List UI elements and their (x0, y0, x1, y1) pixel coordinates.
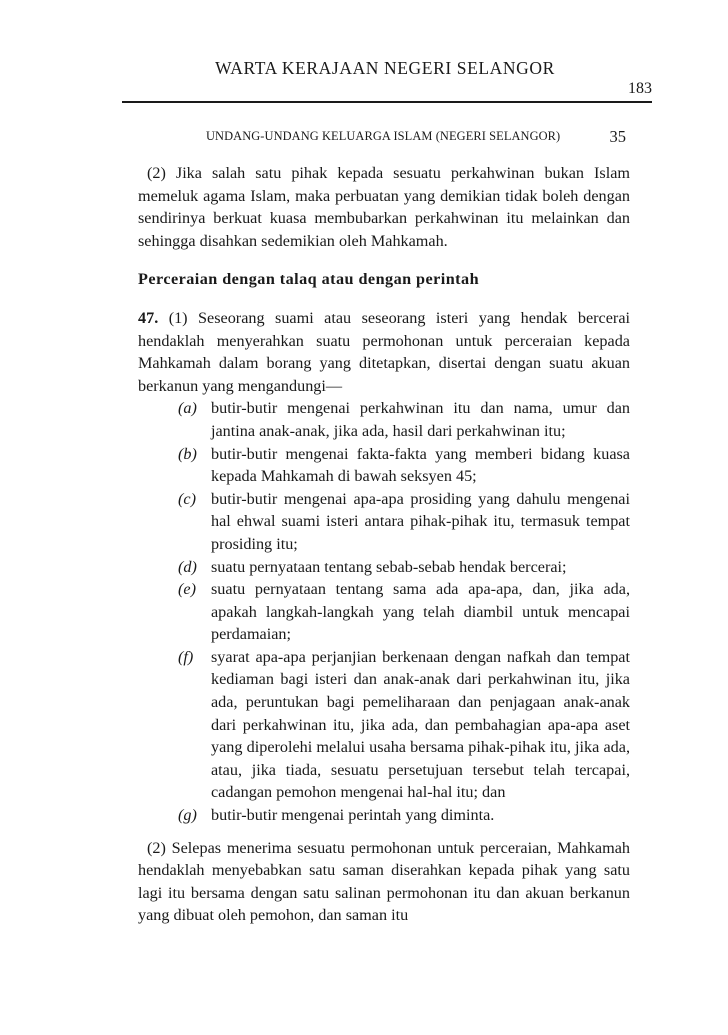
list-item-text: butir-butir mengenai apa-apa prosiding yang dahulu mengenai hal ehwal suami isteri antara pihak-pihak itu, termasuk tempat prosiding itu; (211, 489, 630, 553)
list-item-label: (g) (178, 806, 197, 825)
list-item-text: suatu pernyataan tentang sama ada apa-apa, dan, jika ada, apakah langkah-langkah yang telah diambil untuk mencapai perdamaian; (211, 580, 630, 644)
section-number: 47. (138, 308, 159, 327)
list-item (178, 646, 630, 804)
paragraph-2: (2) Selepas menerima sesuatu permohonan untuk perceraian, Mahkamah hendaklah menyebabkan satu saman diserahkan kepada pihak yang satu lagi itu bersama dengan satu salinan permohonan itu dan akuan berkanun yang dibuat oleh pemohon, dan saman itu (138, 838, 630, 925)
list-item-label: (e) (178, 580, 196, 599)
list-item-text: butir-butir mengenai fakta-fakta yang memberi bidang kuasa kepada Mahkamah di bawah seksyen 45; (211, 444, 630, 486)
section-heading: Perceraian dengan talaq atau dengan perintah (138, 270, 480, 289)
act-page-number: 35 (609, 127, 626, 146)
section-47-intro (138, 307, 630, 397)
list-item-label: (a) (178, 399, 197, 418)
gazette-page-number: 183 (628, 80, 652, 97)
list-item-text: syarat apa-apa perjanjian berkenaan dengan nafkah dan tempat kediaman bagi isteri dan anak-anak dari perkahwinan itu, jika ada, peruntukan bagi pemeliharaan dan penjagaan anak-anak dari perkahwinan itu, jika ada, dan pembahagian apa-apa aset yang diperolehi melalui usaha bersama pihak-pihak itu, jika ada, atau, jika tiada, sesuatu persetujuan tersebut telah tercapai, cadangan pemohon mengenai hal-hal itu; dan (211, 647, 630, 802)
list-item (178, 556, 630, 579)
list-item (178, 804, 630, 827)
list-item (178, 488, 630, 556)
list-item-label: (d) (178, 557, 197, 576)
section-intro-text: (1) Seseorang suami atau seseorang isteri yang hendak bercerai hendaklah menyerahkan suatu permohonan untuk perceraian kepada Mahkamah dalam borang yang ditetapkan, disertai dengan suatu akuan berkanun yang mengandungi— (138, 308, 630, 395)
list-item-label: (f) (178, 647, 194, 666)
list-item-label: (b) (178, 444, 197, 463)
list-item (178, 397, 630, 442)
list-item (178, 443, 630, 488)
gazette-title: WARTA KERAJAAN NEGERI SELANGOR (215, 58, 555, 78)
list-item (178, 578, 630, 646)
act-running-head: UNDANG-UNDANG KELUARGA ISLAM (NEGERI SELANGOR) (206, 129, 561, 143)
list-item-text: suatu pernyataan tentang sebab-sebab hendak bercerai; (211, 557, 567, 576)
list-item-label: (c) (178, 489, 196, 508)
list-item-text: butir-butir mengenai perintah yang diminta. (211, 806, 495, 825)
paragraph-previous-2: (2) Jika salah satu pihak kepada sesuatu perkahwinan bukan Islam memeluk agama Islam, maka perbuatan yang demikian tidak boleh dengan sendirinya berkuat kuasa membubarkan perkahwinan itu melainkan dan sehingga disahkan sedemikian oleh Mahkamah. (138, 164, 630, 250)
list-item-text: butir-butir mengenai perkahwinan itu dan nama, umur dan jantina anak-anak, jika ada, hasil dari perkahwinan itu; (211, 399, 630, 440)
document-body (138, 162, 630, 927)
header-rule (122, 101, 652, 103)
